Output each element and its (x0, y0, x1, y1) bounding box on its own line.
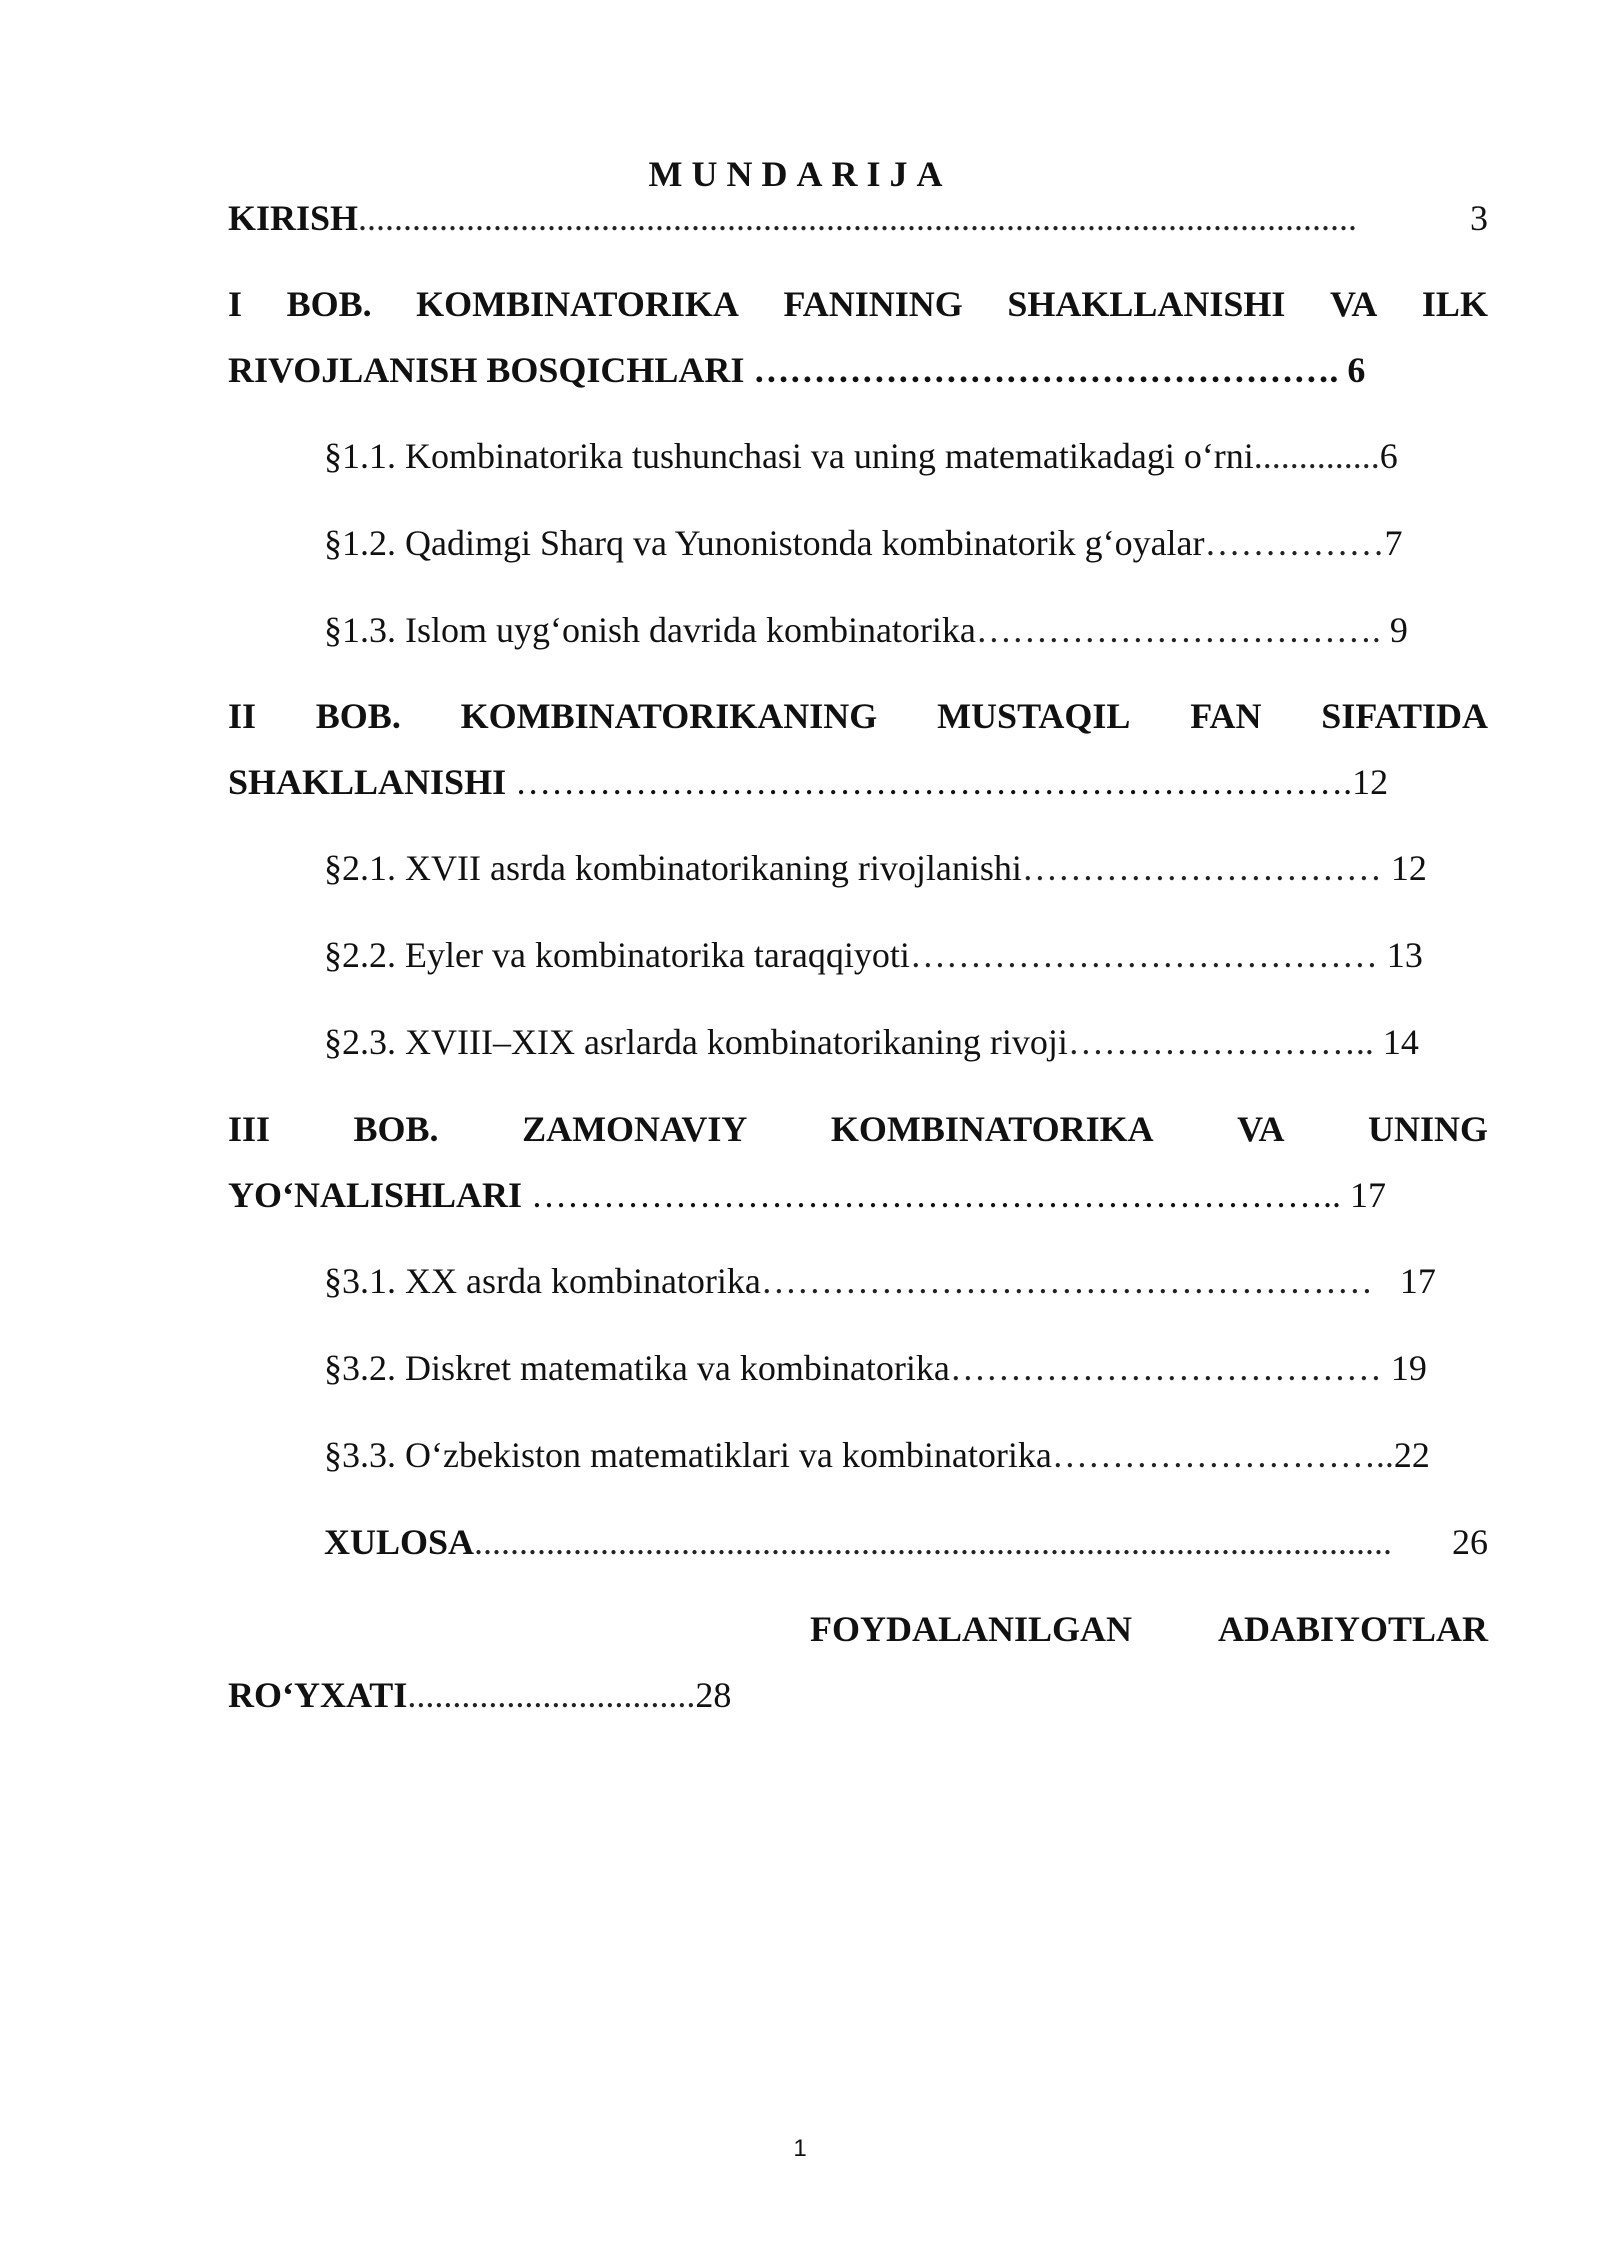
toc-leader: ………………………………………………………….. (522, 1175, 1351, 1215)
toc-word: VA (1237, 1109, 1285, 1149)
toc-chapter-3-line1[interactable] (228, 1107, 1488, 1151)
toc-word: SIFATIDA (1321, 696, 1488, 736)
toc-entry-label: §1.3. Islom uyg‘onish davrida kombinatorika (324, 610, 976, 650)
toc-word: VA (1330, 284, 1378, 324)
toc-page-number: 6 (1379, 436, 1398, 476)
toc-leader: …………………………………………. (744, 350, 1339, 390)
toc-page-number: 17 (1399, 1261, 1436, 1301)
toc-chapter-1-line2[interactable] (228, 348, 1365, 392)
toc-page-number: 22 (1393, 1435, 1430, 1475)
toc-page-number: 12 (1390, 848, 1427, 888)
page-number-footer: 1 (793, 2135, 807, 2162)
toc-page-number: 14 (1382, 1022, 1419, 1062)
toc-leader: ……………………….. (1051, 1435, 1394, 1475)
toc-entry-label: §3.1. XX asrda kombinatorika (324, 1261, 761, 1301)
toc-leader: …………………….. (1067, 1022, 1383, 1062)
toc-entry-xulosa[interactable] (324, 1520, 1488, 1564)
toc-entry-label: §3.2. Diskret matematika va kombinatorika (324, 1348, 950, 1388)
toc-section-2-1[interactable] (324, 846, 1427, 890)
toc-section-2-3[interactable] (324, 1020, 1419, 1064)
toc-leader: ……………………………………………………………. (506, 762, 1353, 802)
toc-chapter-1-line1[interactable] (228, 282, 1488, 326)
toc-word: ZAMONAVIY (522, 1109, 748, 1149)
toc-bibliography-line2[interactable] (228, 1673, 731, 1717)
toc-word: SHAKLLANISHI (1007, 284, 1286, 324)
toc-chapter-2-line1[interactable] (228, 694, 1488, 738)
toc-page-number: 17 (1350, 1175, 1387, 1215)
toc-entry-label: XULOSA (324, 1522, 475, 1562)
toc-page-number: 12 (1352, 762, 1389, 802)
toc-page-number: 19 (1390, 1348, 1427, 1388)
toc-section-1-2[interactable] (324, 521, 1403, 565)
toc-leader: ……………………………. (975, 610, 1390, 650)
toc-page-number: 6 (1347, 350, 1366, 390)
toc-leader: ……………………………… (949, 1348, 1391, 1388)
toc-leader: ............................................................................................................... (358, 198, 1358, 238)
toc-chapter-3-line2[interactable] (228, 1173, 1386, 1217)
toc-bibliography-line1[interactable] (810, 1607, 1488, 1651)
toc-page-number: 28 (695, 1675, 732, 1715)
toc-leader: ………………………………… (909, 935, 1387, 975)
toc-leader: ...................................................................................................... (474, 1522, 1393, 1562)
toc-entry-label: RO‘YXATI (228, 1675, 408, 1715)
toc-word: KOMBINATORIKANING (460, 696, 878, 736)
toc-page-number: 9 (1389, 610, 1408, 650)
toc-word: BOB. (315, 696, 401, 736)
toc-word: FANINING (783, 284, 963, 324)
toc-word: I (228, 284, 243, 324)
toc-entry-label: §2.3. XVIII–XIX asrlarda kombinatorikaning rivoji (324, 1022, 1068, 1062)
toc-section-1-1[interactable] (324, 434, 1398, 478)
toc-word: KOMBINATORIKA (830, 1109, 1154, 1149)
toc-entry-label: RIVOJLANISH BOSQICHLARI (228, 350, 745, 390)
toc-page-number: 26 (1452, 1522, 1488, 1562)
toc-leader: …………… (1204, 523, 1385, 563)
toc-entry-label: SHAKLLANISHI (228, 762, 507, 802)
toc-chapter-2-line2[interactable] (228, 760, 1388, 804)
toc-leader: .............. (1253, 436, 1380, 476)
toc-page-number: 3 (1470, 198, 1488, 238)
toc-word: BOB. (353, 1109, 439, 1149)
toc-word: BOB. (286, 284, 372, 324)
toc-section-3-2[interactable] (324, 1346, 1427, 1390)
toc-entry-label: §1.2. Qadimgi Sharq va Yunonistonda kombinatorik g‘oyalar (324, 523, 1205, 563)
toc-entry-label: YO‘NALISHLARI (228, 1175, 523, 1215)
toc-word: II (228, 696, 257, 736)
toc-entry-label: KIRISH (228, 198, 359, 238)
toc-word: ILK (1421, 284, 1488, 324)
toc-word: FOYDALANILGAN (810, 1609, 1133, 1649)
toc-section-3-1[interactable] (324, 1259, 1436, 1303)
toc-entry-label: §1.1. Kombinatorika tushunchasi va uning matematikadagi o‘rni (324, 436, 1254, 476)
toc-leader: ................................ (407, 1675, 696, 1715)
toc-entry-label: §2.1. XVII asrda kombinatorikaning rivojlanishi (324, 848, 1022, 888)
toc-page-number: 13 (1386, 935, 1423, 975)
toc-leader: ………………………… (1021, 848, 1391, 888)
toc-word: MUSTAQIL (937, 696, 1131, 736)
toc-entry-kirish[interactable] (228, 196, 1488, 240)
toc-word: UNING (1367, 1109, 1488, 1149)
toc-word: FAN (1190, 696, 1262, 736)
toc-leader: …………………………………………… (760, 1261, 1400, 1301)
toc-section-2-2[interactable] (324, 933, 1423, 977)
page-title: MUNDARIJA (648, 154, 952, 194)
toc-section-3-3[interactable] (324, 1433, 1430, 1477)
toc-word: KOMBINATORIKA (416, 284, 739, 324)
toc-word: ADABIYOTLAR (1217, 1609, 1488, 1649)
toc-section-1-3[interactable] (324, 608, 1408, 652)
toc-page-number: 7 (1384, 523, 1403, 563)
toc-entry-label: §2.2. Eyler va kombinatorika taraqqiyoti (324, 935, 910, 975)
toc-entry-label: §3.3. O‘zbekiston matematiklari va kombinatorika (324, 1435, 1052, 1475)
toc-word: III (228, 1109, 271, 1149)
